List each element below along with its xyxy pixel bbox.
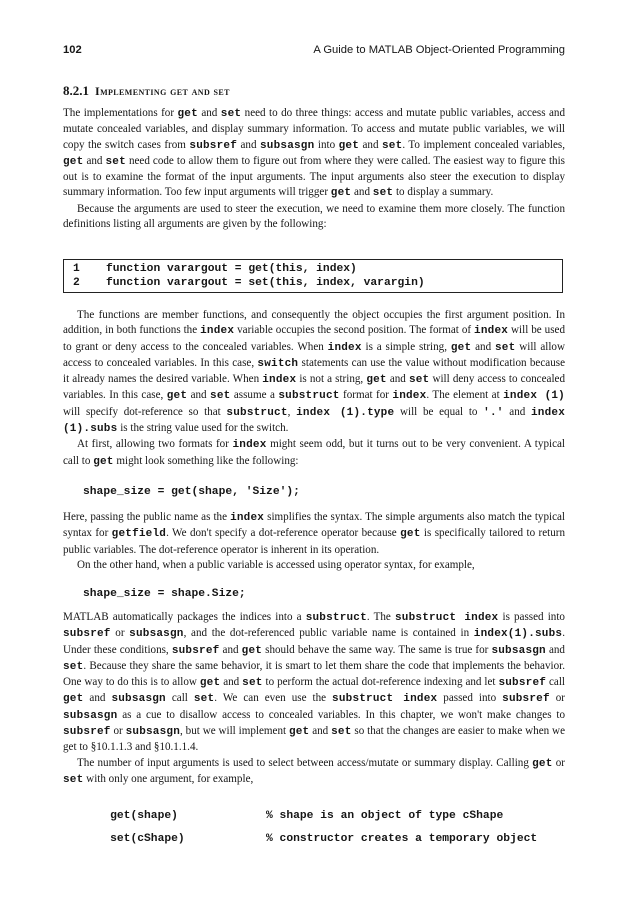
code-line: function varargout = set(this, index, varargin) (106, 277, 425, 289)
inline-code: index (232, 439, 267, 452)
text-run: should behave the same way. The same is true for (262, 643, 492, 656)
text-run: into (314, 138, 339, 151)
text-run: is passed into (498, 611, 565, 623)
inline-code: substruct index (332, 693, 438, 706)
inline-code: subsref (502, 693, 550, 706)
text-run: will allow access to concealed variables. In this case, (63, 340, 565, 369)
line-number: 1 (73, 263, 80, 275)
text-run: is not a string, (296, 373, 367, 386)
text-run: and (83, 154, 106, 167)
paragraph (63, 437, 565, 470)
text-run: At first, allowing two formats for (77, 438, 233, 451)
text-run: and (471, 340, 495, 353)
page-number: 102 (63, 44, 82, 56)
text-run: and (359, 138, 382, 151)
running-header (63, 44, 565, 58)
text-run: The functions are member functions, and consequently the object occupies the first argument position. In addition, in both functions the (63, 309, 565, 337)
code-text: get(shape) (110, 810, 178, 822)
inline-code: get (338, 139, 360, 152)
text-run: and (237, 138, 260, 151)
text-run: need to do three things: access and mutate public variables, access and mutate concealed variables, and display summary information. To access and mutate public variables, we will copy the switch cases from (63, 107, 566, 151)
inline-code: subsref (189, 139, 238, 152)
text-run: to perform the actual dot-reference indexing and let (262, 676, 499, 689)
text-run: or (110, 725, 126, 738)
text-run: assume a (230, 389, 279, 402)
text-run: and (309, 725, 332, 738)
inline-code: set (193, 693, 215, 706)
text-run: passed into (437, 692, 503, 705)
inline-code: subsasgn (129, 628, 184, 641)
text-run: so that the changes are easier to make when we get to §10.1.1.3 and §10.1.1.4. (63, 725, 565, 754)
inline-code: substruct (278, 390, 340, 403)
inline-code: index (327, 341, 362, 354)
running-title: A Guide to MATLAB Object-Oriented Programming (313, 44, 565, 56)
inline-code: index (230, 512, 265, 524)
inline-code: subsasgn (63, 709, 118, 722)
inline-code: index (1).subs (63, 406, 566, 436)
inline-code: index (200, 325, 235, 338)
text-run: . Because they share the same behavior, it is smart to let them share the code that implements the behavior. One way to do this is to allow (63, 659, 565, 689)
text-run: . We don't specify a dot-reference operator because (166, 527, 401, 540)
inline-code: index (1).type (296, 406, 395, 419)
inline-code: index (262, 374, 297, 387)
paragraph-block-3 (63, 510, 565, 573)
inline-code: set (381, 139, 403, 152)
inline-code: subsasgn (125, 726, 181, 739)
inline-code: get (532, 757, 553, 770)
inline-code: substruct (305, 612, 367, 624)
code-example: shape_size = get(shape, 'Size'); (83, 486, 300, 498)
text-run: call (165, 692, 194, 705)
inline-code: set (63, 773, 84, 786)
code-line: function varargout = get(this, index) (106, 263, 357, 275)
inline-code: index (392, 390, 427, 403)
text-run: to display a summary. (393, 186, 494, 199)
paragraph: On the other hand, when a public variable is accessed using operator syntax, for example, (77, 558, 475, 571)
text-run: might look something like the following: (113, 454, 299, 467)
inline-code: get (93, 455, 114, 468)
inline-code: get (400, 528, 421, 541)
text-run: . The (366, 611, 395, 623)
inline-code: get (63, 693, 84, 706)
text-run: format for (339, 389, 393, 402)
text-run: The number of input arguments is used to select between access/mutate or summary display. Calling (77, 756, 533, 769)
inline-code: subsref (171, 644, 220, 657)
text-run: and (386, 373, 409, 386)
paragraph-block-4 (63, 610, 565, 788)
text-run: , but we will implement (180, 725, 289, 738)
text-run: . The element at (426, 389, 504, 402)
text-run: will be used to grant or deny access to the concealed variables. When (63, 324, 565, 353)
inline-code: get (199, 677, 221, 690)
text-run: Here, passing the public name as the (63, 511, 231, 523)
inline-code: get (241, 644, 263, 657)
inline-code: '.' (483, 406, 504, 419)
text-run: and (545, 643, 565, 656)
inline-code: set (372, 187, 394, 200)
inline-code: index (1) (503, 390, 565, 403)
text-run: . To implement concealed variables, (402, 138, 565, 151)
inline-code: getfield (111, 528, 167, 541)
text-run: variable occupies the second position. The format of (234, 324, 475, 337)
text-run: is specifically tailored to return public variables. The dot-reference operator is inherent in its operation. (63, 527, 565, 556)
text-run: . Under these conditions, (63, 627, 565, 656)
inline-code: get (330, 187, 352, 200)
text-run: and (219, 643, 242, 656)
text-run: or (110, 627, 130, 640)
paragraph (63, 308, 565, 437)
text-run: is a simple string, (361, 340, 451, 353)
text-run: and (503, 405, 531, 418)
text-run: , and the dot-referenced public variable name is contained in (183, 627, 474, 640)
text-run: The implementations for (63, 107, 178, 119)
paragraph: Because the arguments are used to steer the execution, we need to examine them more closely. The function definitions listing all arguments are given by the following: (63, 202, 565, 231)
text-run: and (351, 186, 373, 199)
line-number: 2 (73, 277, 80, 289)
text-run: as a cue to disallow access to concealed variables. In this chapter, we won't make changes to (117, 708, 565, 721)
inline-code: set (63, 660, 84, 673)
text-run: need code to allow them to figure out from where they were called. The easiest way to figure this out is to examine the format of the input arguments. The input arguments also steer the execution to display summary information. Too few input arguments will trigger (63, 154, 565, 199)
inline-code: get (177, 108, 198, 120)
paragraph (63, 106, 565, 202)
code-comment: % shape is an object of type cShape (266, 810, 504, 822)
paragraph (63, 610, 565, 756)
text-run: and (83, 692, 112, 705)
text-run: might seem odd, but it turns out to be very convenient. A typical call to (63, 438, 565, 467)
code-example (83, 821, 538, 857)
text-run: with only one argument, for example, (83, 772, 254, 785)
code-comment: % constructor creates a temporary object (266, 833, 538, 845)
inline-code: get (166, 390, 188, 403)
inline-code: subsref (63, 726, 111, 739)
text-run: or (552, 756, 566, 769)
code-text: set(cShape) (110, 833, 185, 845)
text-run: and (187, 389, 211, 402)
inline-code: set (494, 341, 516, 354)
text-run: will be equal to (394, 405, 484, 418)
inline-code: subsasgn (111, 693, 166, 706)
text-run: , (287, 405, 297, 418)
text-run: is the string value used for the switch. (117, 422, 289, 435)
section-number: 8.2.1 (63, 83, 89, 98)
inline-code: set (331, 726, 352, 739)
inline-code: subsref (498, 677, 547, 690)
text-run: and (197, 107, 221, 119)
inline-code: index (474, 325, 509, 338)
inline-code: set (210, 390, 231, 403)
text-run: MATLAB automatically packages the indices into a (63, 611, 306, 623)
inline-code: get (366, 374, 387, 387)
inline-code: index(1).subs (473, 628, 563, 641)
text-run: and (220, 676, 243, 689)
inline-code: get (288, 726, 310, 739)
inline-code: get (63, 155, 84, 168)
inline-code: set (242, 677, 263, 690)
paragraph-block-2 (63, 308, 565, 470)
inline-code: set (220, 108, 242, 120)
code-listing (63, 259, 563, 293)
inline-code: set (105, 155, 126, 168)
inline-code: set (408, 374, 430, 387)
text-run: or (549, 692, 565, 705)
inline-code: subsref (63, 628, 111, 641)
inline-code: substruct index (394, 612, 499, 624)
text-run: . We can even use the (214, 692, 333, 705)
text-run: call (546, 676, 565, 689)
inline-code: subsasgn (259, 139, 315, 152)
section-heading (63, 83, 230, 99)
inline-code: subsasgn (491, 644, 546, 657)
paragraph (63, 510, 565, 558)
paragraph-block-1 (63, 106, 565, 232)
inline-code: substruct (226, 406, 288, 419)
inline-code: get (450, 341, 472, 354)
text-run: simplifies the syntax. The simple arguments also match the typical syntax for (63, 511, 566, 540)
section-title: Implementing get and set (95, 84, 230, 98)
code-example: shape_size = shape.Size; (83, 588, 246, 600)
text-run: will specify dot-reference so that (63, 405, 227, 418)
paragraph (63, 756, 565, 789)
text-run: statements can use the value without modification because it already names the desired variable. When (63, 356, 565, 386)
text-run: will deny access to concealed variables. In this case, (63, 373, 565, 402)
inline-code: switch (257, 357, 299, 370)
